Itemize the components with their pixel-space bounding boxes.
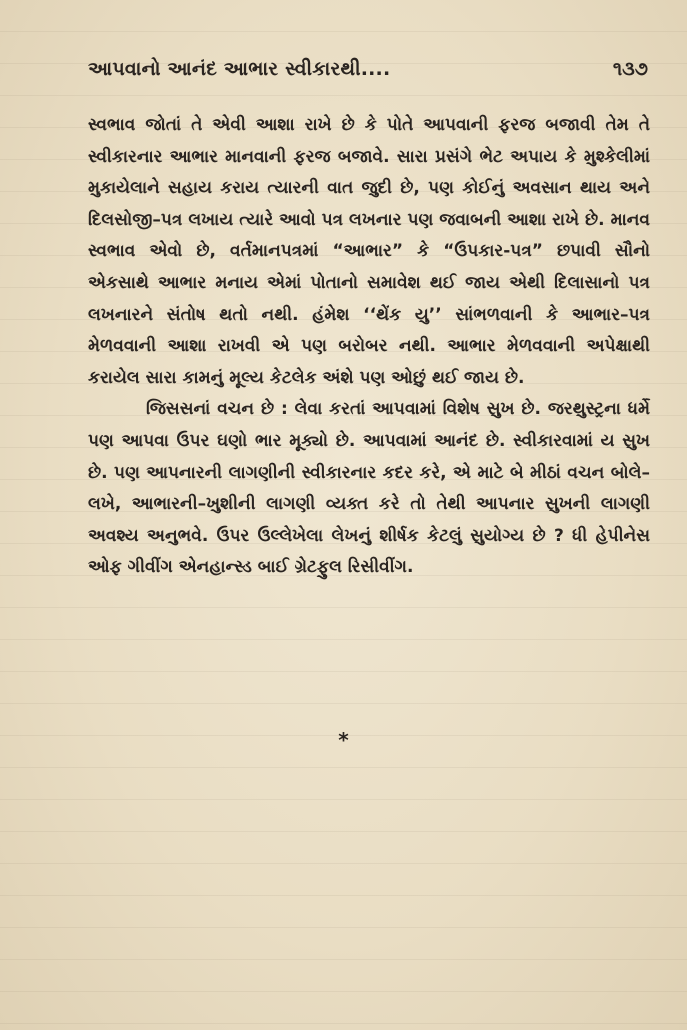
running-title: આપવાનો આનંદ આભાર સ્વીકારથી.... (88, 58, 391, 80)
page-header (88, 58, 648, 88)
paragraph-1: સ્વભાવ જોતાં તે એવી આશા રાખે છે કે પોતે આપવાની ફરજ બજાવી તેમ તે સ્વીકારનાર આભાર માનવાની ફરજ બજાવે. સારા પ્રસંગે ભેટ અપાય કે મુશ્કેલીમાં મુકાયેલાને સહાય કરાય ત્યારની વાત જુદી છે, પણ કોઈનું અવસાન થાય અને દિલસોજી–પત્ર લખાય ત્યારે આવો પત્ર લખનાર પણ જવાબની આશા રાખે છે. માનવ સ્વભાવ એવો છે, વર્તમાનપત્રમાં “આભાર” કે “ઉપકાર-પત્ર” છપાવી સૌનો એકસાથે આભાર મનાય એમાં પોતાનો સમાવેશ થઈ જાય એથી દિલાસાનો પત્ર લખનારને સંતોષ થતો નથી. હંમેશ ‘‘થેંક યુ’’ સાંભળવાની કે આભાર–પત્ર મેળવવાની આશા રાખવી એ પણ બરોબર નથી. આભાર મેળવવાની અપેક્ષાથી કરાયેલ સારા કામનું મૂલ્ય કેટલેક અંશે પણ ઓછું થઈ જાય છે. (88, 115, 650, 388)
paragraph-2: જિસસનાં વચન છે : લેવા કરતાં આપવામાં વિશેષ સુખ છે. જરથુસ્ટ્રના ધર્મે પણ આપવા ઉપર ઘણો ભાર મૂક્યો છે. આપવામાં આનંદ છે. સ્વીકારવામાં ય સુખ છે. પણ આપનારની લાગણીની સ્વીકારનાર કદર કરે, એ માટે બે મીઠાં વચન બોલે–લખે, આભારની–ખુશીની લાગણી વ્યક્ત કરે તો તેથી આપનાર સુખની લાગણી અવશ્ય અનુભવે. ઉપર ઉલ્લેખેલા લેખનું શીર્ષક કેટલું સુયોગ્ય છે ? ધી હેપીનેસ ઓફ ગીવીંગ એનહાન્સ્ડ બાઈ ગ્રેટફુલ રિસીવીંગ. (88, 399, 650, 578)
body-text (88, 110, 650, 584)
section-divider-asterisk: * (338, 728, 349, 752)
page-number: ૧૩૭ (612, 58, 648, 80)
